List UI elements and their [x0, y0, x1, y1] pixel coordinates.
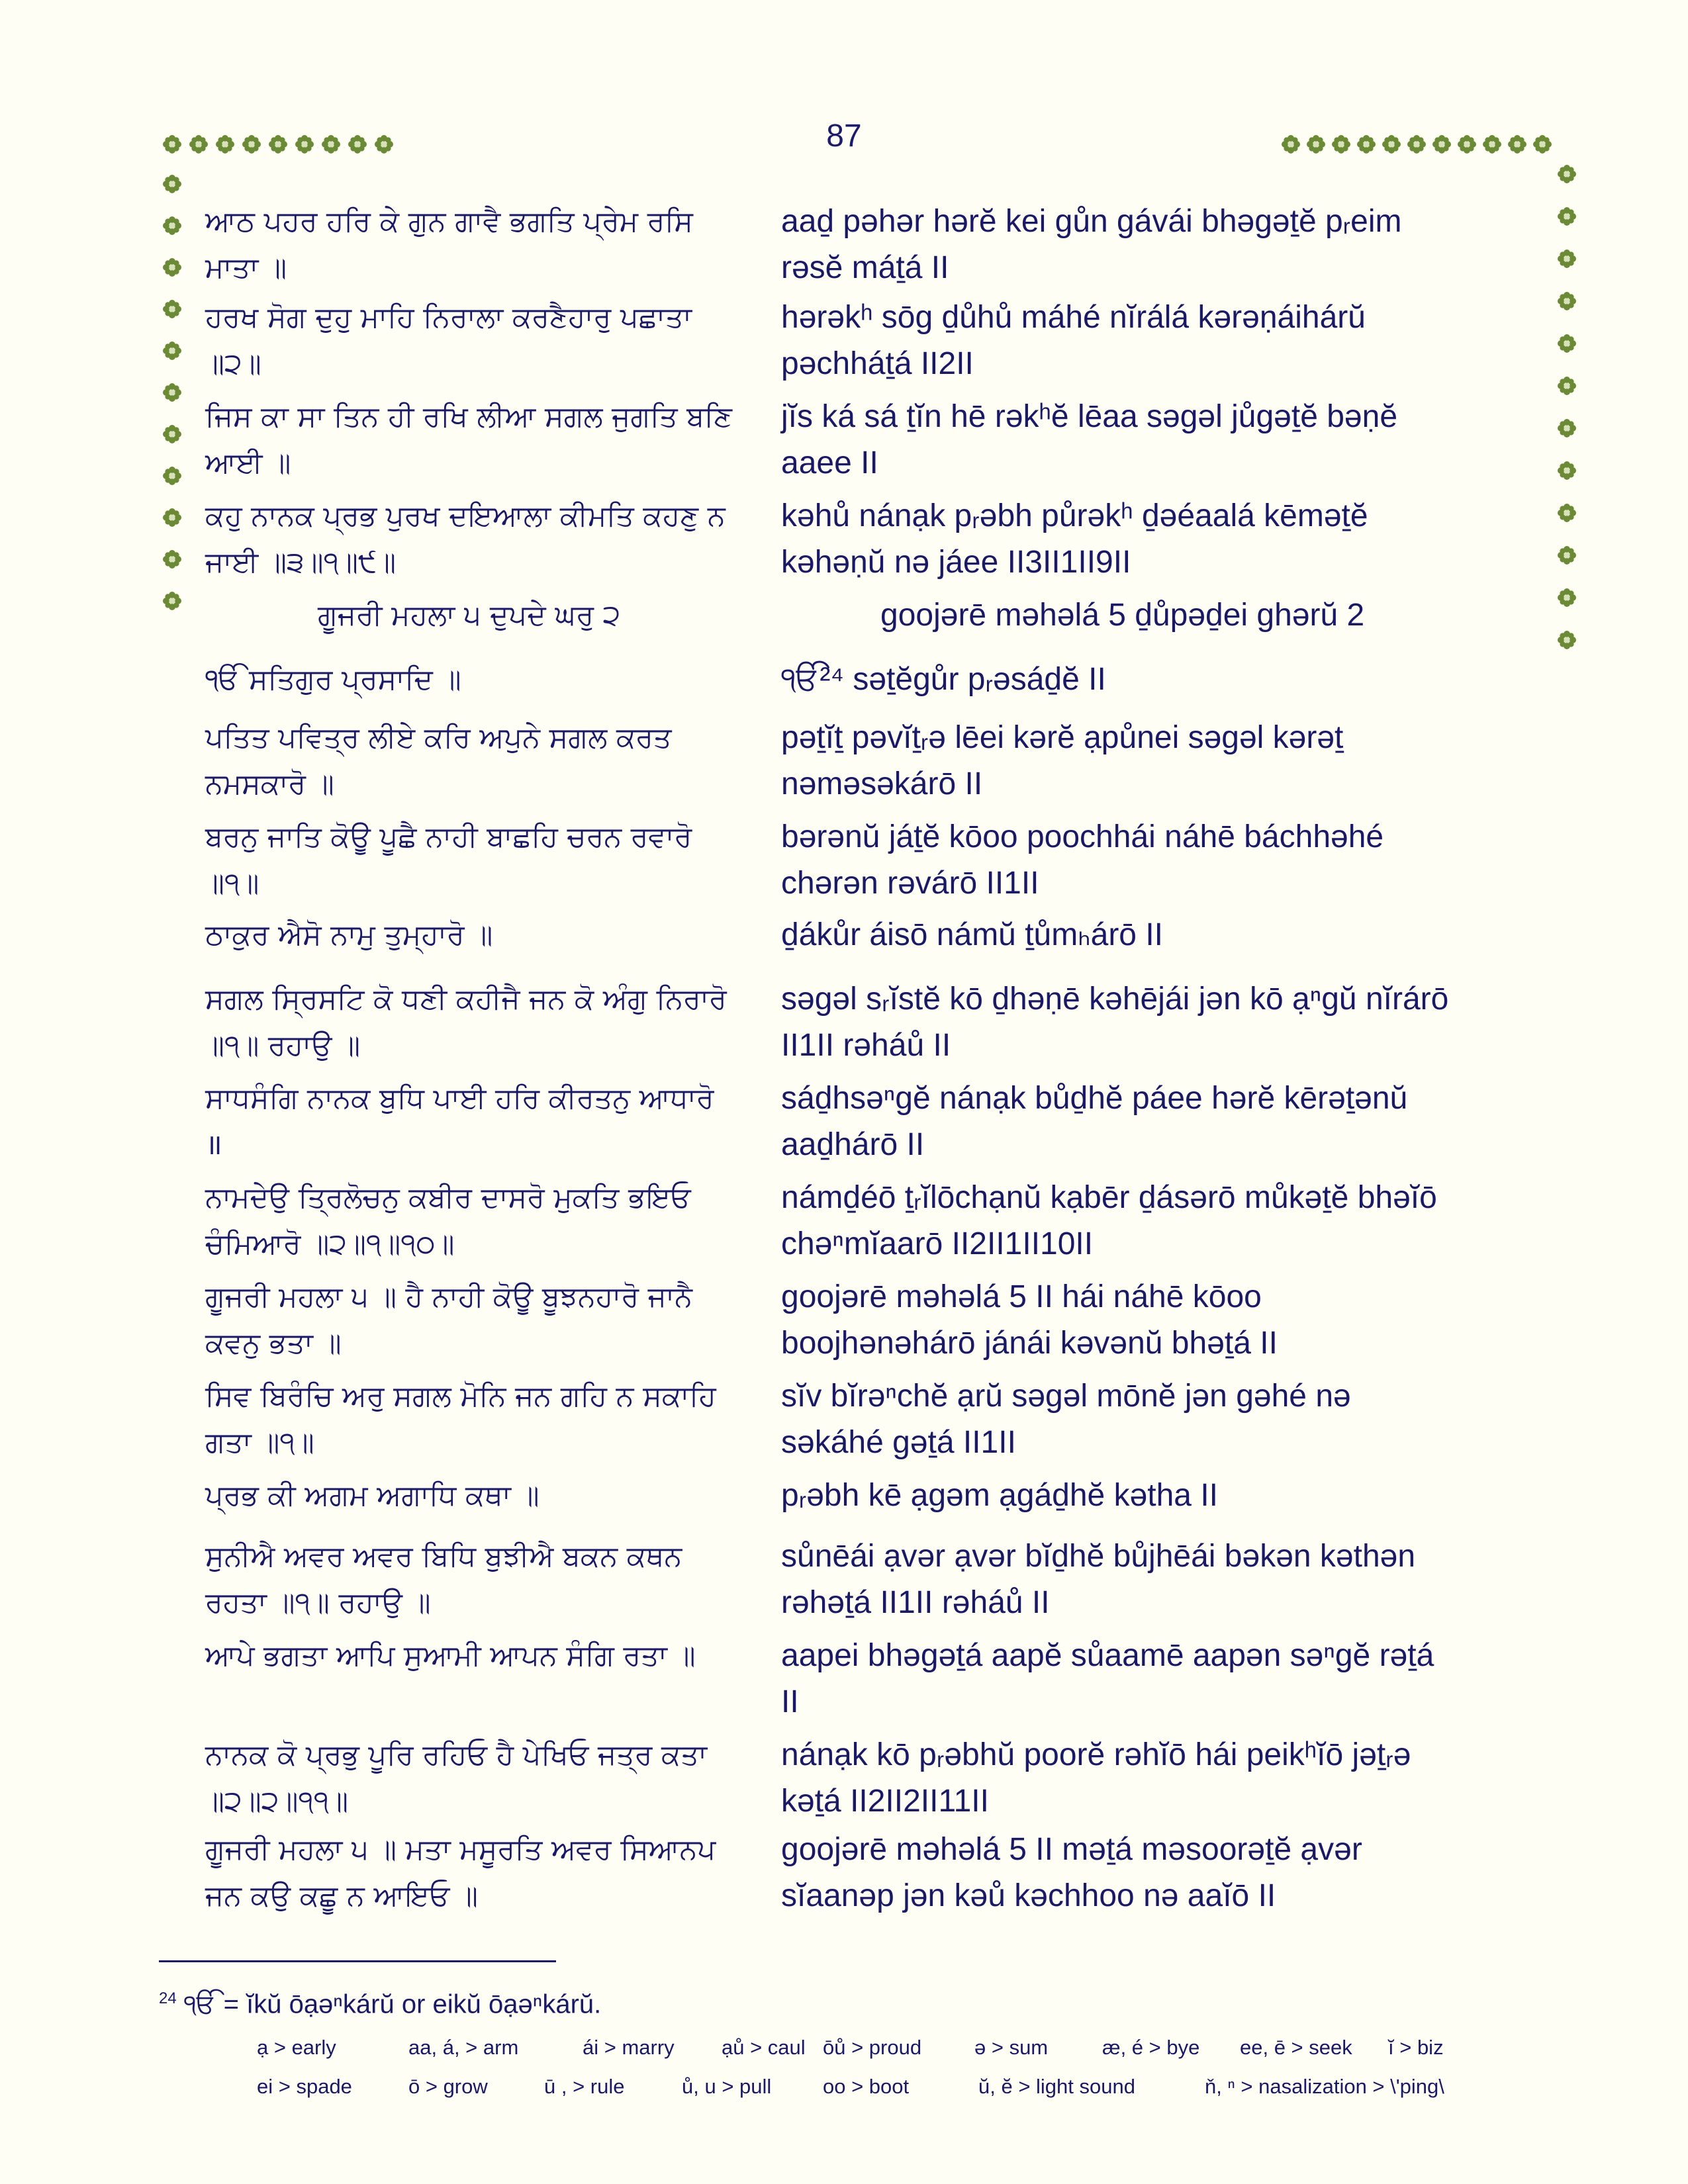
transliteration-line: sůnēái ạvər ạvər bĭḏhĕ bůjhēái bəkən kəthən [781, 1539, 1416, 1574]
gurmukhi-line: ਸੁਨੀਐ ਅਵਰ ਅਵਰ ਬਿਧਿ ਬੁਝੀਐ ਬਕਨ ਕਥਨ [205, 1540, 682, 1573]
transliteration-line: chərən rəvárō II1II [781, 866, 1039, 901]
verse-row [205, 394, 1523, 486]
gurmukhi-line: ॥੨॥੨॥੧੧॥ [205, 1785, 349, 1818]
gurmukhi-line: ਜਿਸ ਕਾ ਸਾ ਤਿਨ ਹੀ ਰਖਿ ਲੀਆ ਸਗਲ ਜੁਗਤਿ ਬਣਿ [205, 400, 732, 433]
flower-ornament-icon [1432, 134, 1452, 154]
flower-ornament-icon [162, 383, 182, 402]
flower-ornament-icon [1557, 376, 1577, 396]
transliteration-text [781, 1633, 1523, 1725]
key-entry: ň, ⁿ > nasalization > \'ping\ [1205, 2075, 1444, 2098]
key-entry: ei > spade [257, 2075, 352, 2098]
transliteration-text [781, 1827, 1523, 1919]
gurmukhi-line: ਪਤਿਤ ਪਵਿਤ੍ਰ ਲੀਏ ਕਰਿ ਅਪੁਨੇ ਸਗਲ ਕਰਤ [205, 721, 672, 754]
transliteration-line: goojərē məhəlá 5 II hái náhē kōoo [781, 1279, 1262, 1314]
gurmukhi-line: ਸਗਲ ਸ੍ਰਿਸਟਿ ਕੋ ਧਣੀ ਕਹੀਜੈ ਜਨ ਕੋ ਅੰਗੁ ਨਿਰਾਰੋ [205, 983, 727, 1016]
flower-ornament-icon [242, 134, 261, 154]
flower-ornament-icon [374, 134, 394, 154]
gurmukhi-line: ਗੂਜਰੀ ਮਹਲਾ ੫ ॥ ਹੈ ਨਾਹੀ ਕੋਊ ਬੂਝਨਹਾਰੋ ਜਾਨੈ [205, 1281, 693, 1314]
gurmukhi-text [318, 592, 887, 639]
gurmukhi-text [205, 1175, 774, 1267]
verse-row [205, 1175, 1523, 1267]
flower-ornament-icon [162, 424, 182, 444]
verse-row [205, 912, 1523, 958]
transliteration-line: pəṯĭṯ pəvĭṯᵣə lēei kərĕ ạpůnei səgəl kərəṯ [781, 720, 1344, 755]
gurmukhi-line: ਗਤਾ ॥੧॥ [205, 1426, 314, 1459]
gurmukhi-text [205, 657, 774, 703]
transliteration-line: chəⁿmĭaarō II2II1II10II [781, 1226, 1094, 1261]
gurmukhi-line: ਕਵਨੁ ਭਤਾ ॥ [205, 1327, 342, 1360]
transliteration-line: sĭaanəp jən kəů kəchhoo nə aaĭō II [781, 1878, 1276, 1913]
transliteration-line: kəhů nánạk pᵣəbh půrəkʰ ḏəéaalá kēməṯĕ [781, 498, 1368, 533]
flower-ornament-icon [1557, 545, 1577, 565]
key-entry: ạ > early [257, 2036, 336, 2059]
flower-ornament-icon [1557, 334, 1577, 353]
flower-ornament-icon [1557, 461, 1577, 480]
transliteration-text [781, 1175, 1523, 1267]
flower-ornament-icon [1382, 134, 1401, 154]
flower-ornament-icon [162, 466, 182, 486]
transliteration-text [781, 493, 1523, 586]
verse-row [205, 814, 1523, 907]
gurmukhi-line: ਨਾਮਦੇਉ ਤ੍ਰਿਲੋਚਨੁ ਕਬੀਰ ਦਾਸਰੋ ਮੁਕਤਿ ਭਇਓ [205, 1181, 691, 1214]
gurmukhi-line: ਆਪੇ ਭਗਤਾ ਆਪਿ ਸੁਆਮੀ ਆਪਨ ਸੰਗਿ ਰਤਾ ॥ [205, 1639, 696, 1672]
verse-row [205, 1473, 1523, 1519]
key-entry: ạů > caul [722, 2036, 806, 2059]
verse-row [205, 1373, 1523, 1466]
gurmukhi-line: ਬਰਨੁ ਜਾਤਿ ਕੋਊ ਪੂਛੈ ਨਾਹੀ ਬਾਛਹਿ ਚਰਨ ਰਵਾਰੋ [205, 821, 692, 854]
transliteration-line: boojhənəhárō jánái kəvənŭ bhəṯá II [781, 1326, 1278, 1361]
gurmukhi-line: ਸਾਧਸੰਗਿ ਨਾਨਕ ਬੁਧਿ ਪਾਈ ਹਰਿ ਕੀਰਤਨੁ ਆਧਾਰੋ [205, 1082, 714, 1115]
flower-ornament-icon [162, 257, 182, 277]
flower-ornament-icon [162, 174, 182, 194]
verse-row [205, 592, 1523, 639]
verse-row [205, 199, 1523, 291]
verse-row [205, 976, 1523, 1069]
transliteration-text [781, 976, 1523, 1069]
transliteration-line: goojərē məhəlá 5 ḏůpəḏei ghərŭ 2 [880, 598, 1365, 633]
key-entry: ū , > rule [544, 2075, 625, 2098]
transliteration-line: goojərē məhəlá 5 II məṯá məsoorəṯĕ ạvər [781, 1832, 1362, 1867]
gurmukhi-line: ਸਿਵ ਬਿਰੰਚਿ ਅਰੁ ਸਗਲ ਮੋਨਿ ਜਨ ਗਹਿ ਨ ਸਕਾਹਿ [205, 1380, 716, 1413]
gurmukhi-line: ਠਾਕੁਰ ਐਸੋ ਨਾਮੁ ਤੁਮ੍ਹਾਰੋ ॥ [205, 919, 493, 952]
transliteration-text [781, 394, 1523, 486]
gurmukhi-line: ਪ੍ਰਭ ਕੀ ਅਗਮ ਅਗਾਧਿ ਕਥਾ ॥ [205, 1479, 539, 1512]
transliteration-line: hərəkʰ sōg ḏůhů máhé nĭrálá kərəṇáihárŭ [781, 300, 1366, 335]
flower-ornament-icon [215, 134, 235, 154]
transliteration-line: sáḏhsəⁿgĕ nánạk bůḏhĕ páee hərĕ kērəṯənŭ [781, 1081, 1408, 1116]
transliteration-text [781, 1373, 1523, 1466]
gurmukhi-line: ਗੂਜਰੀ ਮਹਲਾ ੫ ॥ ਮਤਾ ਮਸੂਰਤਿ ਅਵਰ ਸਿਆਨਪ [205, 1833, 716, 1866]
key-entry: ō > grow [408, 2075, 488, 2098]
flower-ornament-icon [162, 341, 182, 361]
gurmukhi-text [205, 199, 774, 291]
flower-ornament-icon [1407, 134, 1427, 154]
gurmukhi-text [205, 1732, 774, 1825]
flower-ornament-icon [295, 134, 314, 154]
gurmukhi-text [205, 493, 774, 586]
flower-ornament-icon [1457, 134, 1477, 154]
gurmukhi-text [205, 814, 774, 907]
verse-row [205, 1075, 1523, 1168]
transliteration-line: II1II rəháů II [781, 1028, 951, 1063]
gurmukhi-line: ਗੂਜਰੀ ਮਹਲਾ ੫ ਦੁਪਦੇ ਘਰੁ ੨ [318, 599, 621, 632]
flower-ornament-icon [162, 591, 182, 611]
transliteration-text [781, 1075, 1523, 1168]
transliteration-line: nánạk kō pᵣəbhŭ poorĕ rəhĭō hái peikʰĭō jəṯᵣə [781, 1737, 1411, 1772]
gurmukhi-line: ਨਾਨਕ ਕੋ ਪ੍ਰਭੁ ਪੂਰਿ ਰਹਿਓ ਹੈ ਪੇਖਿਓ ਜਤ੍ਰ ਕਤਾ [205, 1739, 708, 1772]
flower-ornament-icon [162, 216, 182, 236]
flower-ornament-icon [1356, 134, 1376, 154]
transliteration-text [781, 295, 1523, 387]
gurmukhi-line: ਜਨ ਕਉ ਕਛੂ ਨ ਆਇਓ ॥ [205, 1880, 479, 1913]
gurmukhi-text [205, 715, 774, 807]
gurmukhi-line: ਮਾਤਾ ॥ [205, 251, 287, 285]
gurmukhi-line: ਰਹਤਾ ॥੧॥ ਰਹਾਉ ॥ [205, 1586, 431, 1619]
transliteration-line: aaḏhárō II [781, 1127, 925, 1162]
page-number: 87 [826, 118, 862, 154]
verse-row [205, 1533, 1523, 1626]
flower-ornament-icon [1482, 134, 1502, 154]
gurmukhi-line: ਕਹੁ ਨਾਨਕ ਪ੍ਰਭ ਪੁਰਖ ਦਇਆਲਾ ਕੀਮਤਿ ਕਹਣੁ ਨ [205, 500, 726, 533]
gurmukhi-line: ਜਾਈ ॥੩॥੧॥੯॥ [205, 546, 397, 579]
key-entry: ə > sum [974, 2036, 1049, 2059]
flower-ornament-icon [1532, 134, 1552, 154]
flower-ornament-icon [1281, 134, 1301, 154]
transliteration-text [781, 814, 1523, 907]
key-entry: oo > boot [823, 2075, 910, 2098]
transliteration-text [781, 657, 1523, 703]
footnote [159, 1979, 601, 2024]
flower-ornament-icon [1557, 249, 1577, 269]
gurmukhi-text [205, 1473, 774, 1519]
flower-ornament-icon [348, 134, 367, 154]
transliteration-line: kəṯá II2II2II11II [781, 1784, 989, 1819]
transliteration-text [781, 1732, 1523, 1825]
flower-ornament-icon [1507, 134, 1527, 154]
gurmukhi-text [205, 1274, 774, 1367]
transliteration-line: II [781, 1684, 799, 1719]
flower-ornament-icon [1306, 134, 1326, 154]
key-entry: ōů > proud [823, 2036, 922, 2059]
transliteration-line: aapei bhəgəṯá aapĕ sůaamē aapən səⁿgĕ rəṯá [781, 1638, 1434, 1673]
footnote-divider [159, 1960, 556, 1962]
gurmukhi-text [205, 394, 774, 486]
flower-ornament-icon [189, 134, 209, 154]
verse-row [205, 1274, 1523, 1367]
footnote-mark: 24 [159, 1989, 177, 2007]
flower-ornament-icon [1557, 206, 1577, 226]
transliteration-line: pəchháṯá II2II [781, 346, 974, 381]
transliteration-text [781, 715, 1523, 807]
gurmukhi-line: ਚੰਮਿਆਰੋ ॥੨॥੧॥੧੦॥ [205, 1228, 455, 1261]
transliteration-line: ੴ²⁴ səṯĕgůr pᵣəsáḏĕ II [781, 662, 1106, 697]
transliteration-line: sĭv bĭrəⁿchĕ ạrŭ səgəl mōnĕ jən gəhé nə [781, 1379, 1351, 1414]
key-entry: ái > marry [583, 2036, 675, 2059]
transliteration-line: kəhəṇŭ nə jáee II3II1II9II [781, 545, 1131, 580]
gurmukhi-line: ॥੧॥ [205, 867, 259, 900]
transliteration-line: səgəl sᵣĭstĕ kō ḏhəṇē kəhējái jən kō ạⁿgŭ nĭrárō [781, 981, 1449, 1017]
footnote-text: ੴ = ĭkŭ ōạəⁿkárŭ or eikŭ ōạəⁿkárŭ. [183, 1989, 602, 2019]
transliteration-text [781, 1274, 1523, 1367]
gurmukhi-line: ਨਮਸਕਾਰੋ ॥ [205, 768, 334, 801]
key-entry: æ, é > bye [1102, 2036, 1200, 2059]
gurmukhi-line: ॥੧॥ ਰਹਾਉ ॥ [205, 1029, 361, 1062]
gurmukhi-line: ਆਈ ॥ [205, 447, 291, 480]
flower-ornament-icon [162, 549, 182, 569]
verse-row [205, 1732, 1523, 1825]
verse-row [205, 715, 1523, 807]
gurmukhi-text [205, 1633, 774, 1679]
flower-ornament-icon [162, 508, 182, 527]
gurmukhi-text [205, 976, 774, 1069]
verse-row [205, 295, 1523, 387]
gurmukhi-line: ੴ ਸਤਿਗੁਰ ਪ੍ਰਸਾਦਿ ॥ [205, 663, 461, 696]
transliteration-line: námḏéō ṯᵣĭlōchạnŭ kạbēr ḏásərō můkəṯĕ bhəĭō [781, 1180, 1437, 1215]
key-entry: aa, á, > arm [408, 2036, 519, 2059]
flower-ornament-icon [1557, 291, 1577, 311]
gurmukhi-text [205, 1827, 774, 1919]
transliteration-line: rəsĕ máṯá II [781, 250, 949, 285]
gurmukhi-line: ॥ [205, 1128, 222, 1161]
key-entry: ů, u > pull [682, 2075, 772, 2098]
transliteration-line: səkáhé gəṯá II1II [781, 1425, 1016, 1460]
transliteration-line: nəməsəkárō II [781, 766, 983, 801]
gurmukhi-line: ਆਠ ਪਹਰ ਹਰਿ ਕੇ ਗੁਨ ਗਾਵੈ ਭਗਤਿ ਪ੍ਰੇਮ ਰਸਿ [205, 205, 693, 238]
gurmukhi-line: ਹਰਖ ਸੋਗ ਦੁਹੁ ਮਾਹਿ ਨਿਰਾਲਾ ਕਰਣੈਹਾਰੁ ਪਛਾਤਾ [205, 301, 692, 334]
verse-row [205, 1827, 1523, 1919]
transliteration-line: jĭs ká sá ṯĭn hē rəkʰĕ lēaa səgəl jůgəṯĕ bəṇĕ [781, 399, 1398, 434]
flower-ornament-icon [162, 299, 182, 319]
gurmukhi-text [205, 1373, 774, 1466]
key-entry: ŭ, ĕ > light sound [978, 2075, 1135, 2098]
transliteration-line: ḏákůr áisō námŭ ṯůmₕárō II [781, 917, 1164, 952]
verse-row [205, 1633, 1523, 1725]
gurmukhi-text [205, 1533, 774, 1626]
gurmukhi-text [205, 912, 774, 958]
flower-ornament-icon [1557, 164, 1577, 184]
transliteration-line: rəhəṯá II1II rəháů II [781, 1585, 1050, 1620]
gurmukhi-text [205, 1075, 774, 1168]
flower-ornament-icon [268, 134, 288, 154]
flower-ornament-icon [1557, 418, 1577, 438]
verse-row [205, 493, 1523, 586]
transliteration-text [781, 199, 1523, 291]
gurmukhi-text [205, 295, 774, 387]
transliteration-text [880, 592, 1622, 639]
verse-row [205, 657, 1523, 703]
flower-ornament-icon [321, 134, 341, 154]
key-entry: ĭ > biz [1388, 2036, 1444, 2059]
transliteration-text [781, 1533, 1523, 1626]
flower-ornament-icon [162, 134, 182, 154]
transliteration-line: aaḏ pəhər hərĕ kei gůn gávái bhəgəṯĕ pᵣeim [781, 204, 1402, 239]
gurmukhi-line: ॥੨॥ [205, 347, 261, 381]
transliteration-text [781, 1473, 1523, 1519]
key-entry: ee, ē > seek [1240, 2036, 1352, 2059]
transliteration-line: pᵣəbh kē ạgəm ạgáḏhĕ kətha II [781, 1478, 1218, 1513]
transliteration-line: aaee II [781, 445, 878, 480]
transliteration-text [781, 912, 1523, 958]
flower-ornament-icon [1557, 503, 1577, 523]
transliteration-line: bərənŭ jáṯĕ kōoo poochhái náhē báchhəhé [781, 819, 1384, 854]
flower-ornament-icon [1331, 134, 1351, 154]
